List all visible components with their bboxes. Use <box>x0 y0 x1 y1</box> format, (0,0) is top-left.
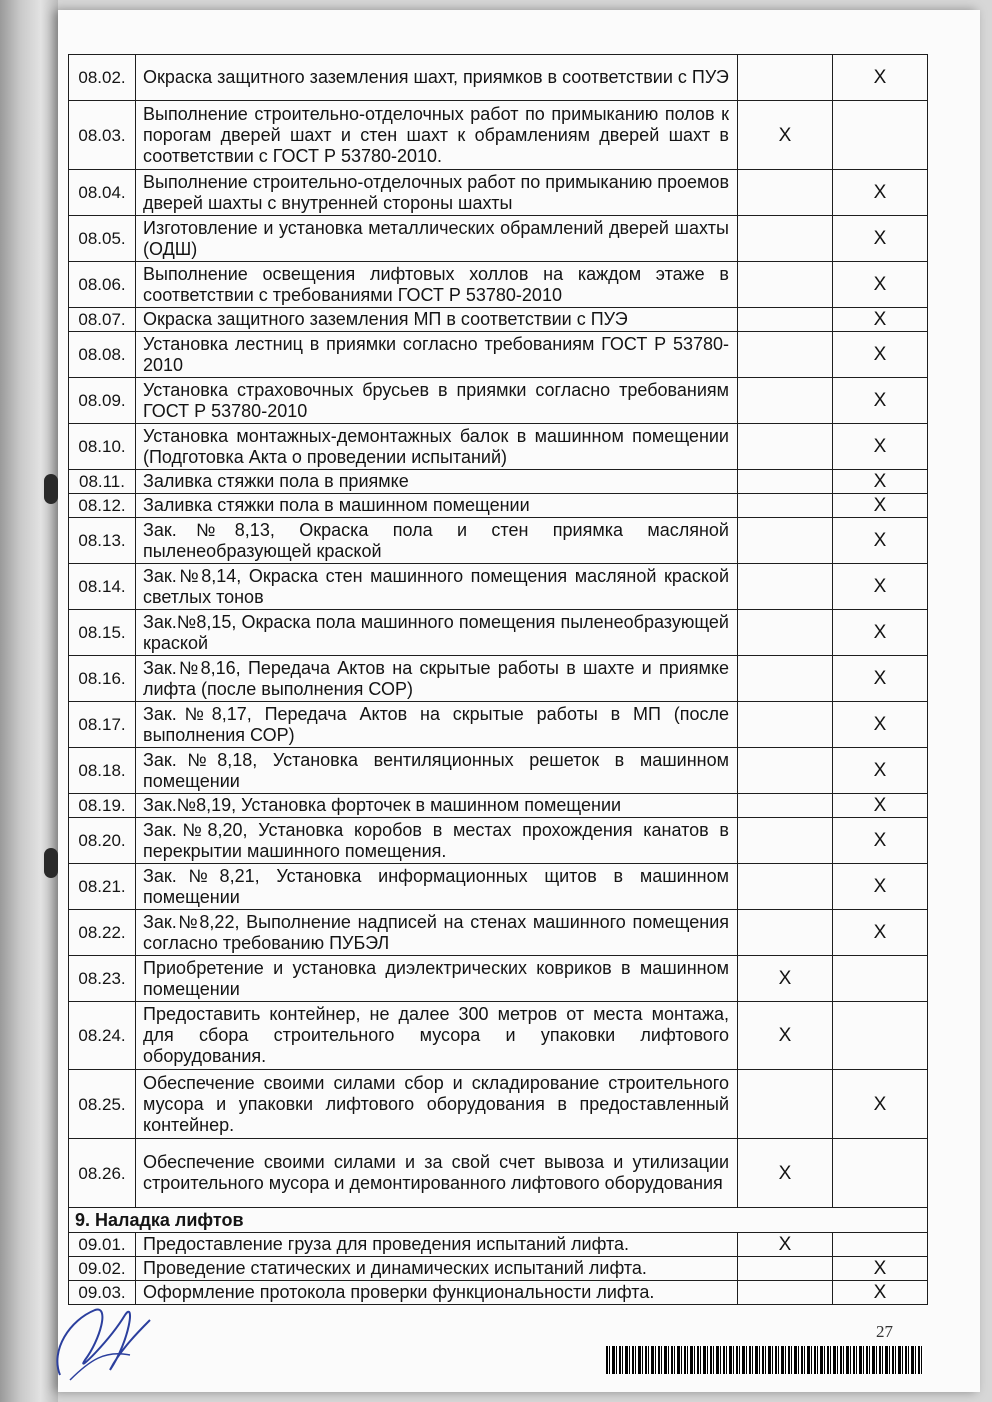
mark-column-2: X <box>833 262 928 308</box>
mark-column-2 <box>833 1139 928 1208</box>
table-row <box>69 101 928 170</box>
mark-column-1 <box>738 910 833 956</box>
table-row <box>69 702 928 748</box>
table-row <box>69 910 928 956</box>
page-number: 27 <box>876 1322 893 1341</box>
mark-column-1 <box>738 610 833 656</box>
row-number: 09.03. <box>69 1281 136 1305</box>
table-row <box>69 262 928 308</box>
mark-column-1 <box>738 55 833 101</box>
row-description: Зак.№8,19, Установка форточек в машинном помещении <box>136 794 738 818</box>
mark-column-2 <box>833 101 928 170</box>
mark-column-2: X <box>833 216 928 262</box>
row-number: 08.22. <box>69 910 136 956</box>
mark-column-2: X <box>833 494 928 518</box>
mark-column-2: X <box>833 518 928 564</box>
mark-column-1 <box>738 656 833 702</box>
row-number: 08.25. <box>69 1070 136 1139</box>
mark-column-2: X <box>833 818 928 864</box>
row-number: 08.20. <box>69 818 136 864</box>
table-row <box>69 1281 928 1305</box>
scope-of-work-table <box>68 54 928 1305</box>
row-number: 08.07. <box>69 308 136 332</box>
mark-column-1: X <box>738 1233 833 1257</box>
mark-column-2: X <box>833 55 928 101</box>
mark-column-2: X <box>833 910 928 956</box>
row-number: 08.19. <box>69 794 136 818</box>
mark-column-1 <box>738 378 833 424</box>
table-row <box>69 1257 928 1281</box>
row-description: Зак.№8,15, Окраска пола машинного помещения пыленеобразующей краской <box>136 610 738 656</box>
mark-column-1 <box>738 748 833 794</box>
binder-edge <box>0 0 58 1402</box>
mark-column-1 <box>738 216 833 262</box>
mark-column-2: X <box>833 1257 928 1281</box>
row-number: 08.03. <box>69 101 136 170</box>
row-number: 08.04. <box>69 170 136 216</box>
mark-column-1: X <box>738 1002 833 1070</box>
table-row <box>69 956 928 1002</box>
row-description: Оформление протокола проверки функциональности лифта. <box>136 1281 738 1305</box>
row-description: Изготовление и установка металлических обрамлений дверей шахты (ОДШ) <box>136 216 738 262</box>
row-number: 08.24. <box>69 1002 136 1070</box>
row-description: Зак.№8,20, Установка коробов в местах прохождения канатов в перекрытии машинного помещения. <box>136 818 738 864</box>
row-description: Обеспечение своими силами и за свой счет вывоза и утилизации строительного мусора и демонтированного лифтового оборудования <box>136 1139 738 1208</box>
row-number: 08.10. <box>69 424 136 470</box>
section-title: 9. Наладка лифтов <box>69 1208 928 1233</box>
table-row <box>69 1002 928 1070</box>
table-row <box>69 818 928 864</box>
mark-column-1 <box>738 470 833 494</box>
row-description: Установка страховочных брусьев в приямки согласно требованиям ГОСТ Р 53780-2010 <box>136 378 738 424</box>
mark-column-2: X <box>833 308 928 332</box>
row-description: Зак.№8,14, Окраска стен машинного помещения масляной краской светлых тонов <box>136 564 738 610</box>
mark-column-2: X <box>833 424 928 470</box>
row-description: Предоставление груза для проведения испытаний лифта. <box>136 1233 738 1257</box>
signature-mark <box>40 1280 160 1390</box>
row-number: 08.14. <box>69 564 136 610</box>
table-row <box>69 424 928 470</box>
row-description: Зак.№8,17, Передача Актов на скрытые работы в МП (после выполнения СОР) <box>136 702 738 748</box>
row-number: 08.08. <box>69 332 136 378</box>
row-number: 08.06. <box>69 262 136 308</box>
mark-column-1: X <box>738 1139 833 1208</box>
row-number: 09.02. <box>69 1257 136 1281</box>
row-description: Обеспечение своими силами сбор и складирование строительного мусора и упаковки лифтового оборудования в предоставленный контейнер. <box>136 1070 738 1139</box>
table-row <box>69 170 928 216</box>
mark-column-1 <box>738 332 833 378</box>
row-number: 08.23. <box>69 956 136 1002</box>
row-description: Зак.№8,18, Установка вентиляционных решеток в машинном помещении <box>136 748 738 794</box>
row-description: Проведение статических и динамических испытаний лифта. <box>136 1257 738 1281</box>
row-description: Выполнение строительно-отделочных работ по примыканию полов к порогам дверей шахт и стен шахт к обрамлениям дверей шахт в соответствии с ГОСТ Р 53780-2010. <box>136 101 738 170</box>
row-description: Окраска защитного заземления МП в соответствии с ПУЭ <box>136 308 738 332</box>
row-description: Зак.№8,13, Окраска пола и стен приямка масляной пыленеобразующей краской <box>136 518 738 564</box>
table-row <box>69 564 928 610</box>
row-description: Установка лестниц в приямки согласно требованиям ГОСТ Р 53780-2010 <box>136 332 738 378</box>
row-number: 08.21. <box>69 864 136 910</box>
table-row <box>69 1233 928 1257</box>
row-description: Окраска защитного заземления шахт, приямков в соответствии с ПУЭ <box>136 55 738 101</box>
document-page <box>58 10 980 1392</box>
table-row <box>69 378 928 424</box>
table-row <box>69 748 928 794</box>
mark-column-1 <box>738 702 833 748</box>
row-description: Выполнение строительно-отделочных работ по примыканию проемов дверей шахты с внутренней стороны шахты <box>136 170 738 216</box>
mark-column-1 <box>738 518 833 564</box>
row-description: Заливка стяжки пола в приямке <box>136 470 738 494</box>
table-row <box>69 1070 928 1139</box>
table-row <box>69 308 928 332</box>
binder-hole <box>44 848 58 878</box>
mark-column-1 <box>738 564 833 610</box>
row-description: Зак.№8,22, Выполнение надписей на стенах машинного помещения согласно требованию ПУБЭЛ <box>136 910 738 956</box>
mark-column-1: X <box>738 101 833 170</box>
row-description: Зак.№8,21, Установка информационных щитов в машинном помещении <box>136 864 738 910</box>
section-row <box>69 1208 928 1233</box>
row-number: 08.09. <box>69 378 136 424</box>
row-description: Приобретение и установка диэлектрических ковриков в машинном помещении <box>136 956 738 1002</box>
row-number: 08.02. <box>69 55 136 101</box>
table-row <box>69 216 928 262</box>
mark-column-1 <box>738 1257 833 1281</box>
mark-column-2: X <box>833 564 928 610</box>
table-row <box>69 656 928 702</box>
row-number: 08.13. <box>69 518 136 564</box>
mark-column-2: X <box>833 656 928 702</box>
mark-column-1: X <box>738 956 833 1002</box>
mark-column-2: X <box>833 794 928 818</box>
mark-column-1 <box>738 1070 833 1139</box>
row-number: 08.12. <box>69 494 136 518</box>
mark-column-1 <box>738 1281 833 1305</box>
row-number: 08.15. <box>69 610 136 656</box>
table-row <box>69 610 928 656</box>
mark-column-1 <box>738 308 833 332</box>
row-description: Предоставить контейнер, не далее 300 метров от места монтажа, для сбора строительного мусора и упаковки лифтового оборудования. <box>136 1002 738 1070</box>
mark-column-2: X <box>833 610 928 656</box>
mark-column-2 <box>833 1233 928 1257</box>
table-row <box>69 494 928 518</box>
mark-column-2: X <box>833 1070 928 1139</box>
row-description: Выполнение освещения лифтовых холлов на каждом этаже в соответствии с требованиями ГОСТ Р 53780-2010 <box>136 262 738 308</box>
mark-column-2: X <box>833 378 928 424</box>
row-description: Зак.№8,16, Передача Актов на скрытые работы в шахте и приямке лифта (после выполнения СОР) <box>136 656 738 702</box>
mark-column-1 <box>738 262 833 308</box>
table-row <box>69 55 928 101</box>
mark-column-1 <box>738 424 833 470</box>
mark-column-2: X <box>833 702 928 748</box>
binder-hole <box>44 474 58 504</box>
row-number: 09.01. <box>69 1233 136 1257</box>
row-number: 08.11. <box>69 470 136 494</box>
mark-column-1 <box>738 170 833 216</box>
barcode <box>606 1346 924 1374</box>
mark-column-2: X <box>833 170 928 216</box>
mark-column-1 <box>738 818 833 864</box>
mark-column-2: X <box>833 864 928 910</box>
mark-column-2: X <box>833 332 928 378</box>
table-row <box>69 470 928 494</box>
mark-column-2 <box>833 1002 928 1070</box>
row-number: 08.05. <box>69 216 136 262</box>
row-number: 08.18. <box>69 748 136 794</box>
mark-column-1 <box>738 794 833 818</box>
table-row <box>69 332 928 378</box>
table-row <box>69 518 928 564</box>
table-row <box>69 794 928 818</box>
mark-column-2: X <box>833 1281 928 1305</box>
mark-column-2 <box>833 956 928 1002</box>
row-number: 08.17. <box>69 702 136 748</box>
mark-column-1 <box>738 494 833 518</box>
row-description: Заливка стяжки пола в машинном помещении <box>136 494 738 518</box>
mark-column-2: X <box>833 470 928 494</box>
row-number: 08.26. <box>69 1139 136 1208</box>
row-number: 08.16. <box>69 656 136 702</box>
table-row <box>69 1139 928 1208</box>
row-description: Установка монтажных-демонтажных балок в машинном помещении (Подготовка Акта о проведении испытаний) <box>136 424 738 470</box>
mark-column-2: X <box>833 748 928 794</box>
table-row <box>69 864 928 910</box>
mark-column-1 <box>738 864 833 910</box>
